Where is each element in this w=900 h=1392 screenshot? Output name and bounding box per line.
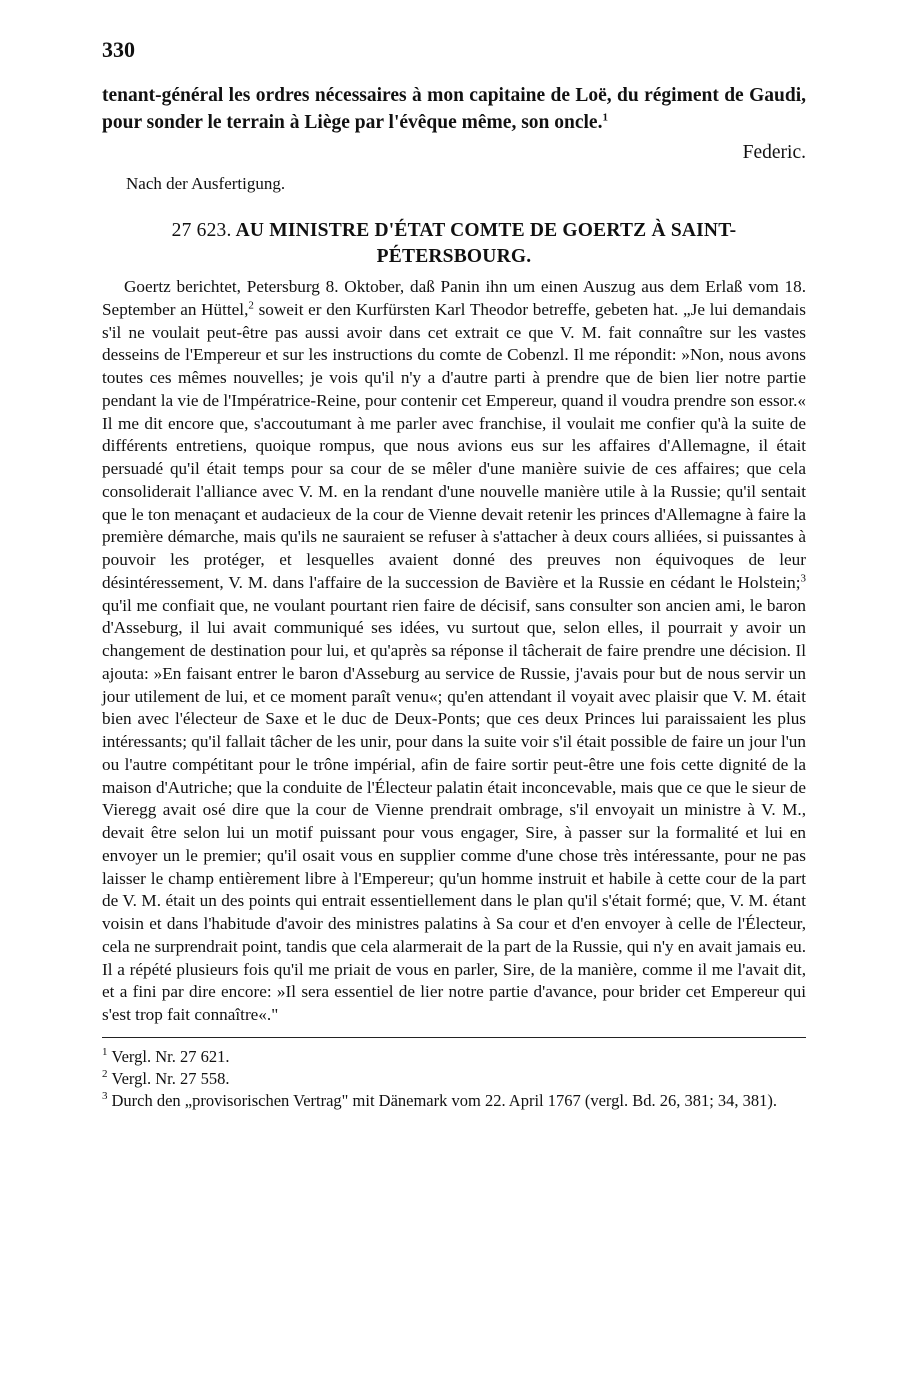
document-page <box>102 36 806 1112</box>
footnote-text: Vergl. Nr. 27 558. <box>111 1068 230 1088</box>
footnote <box>102 1068 806 1090</box>
footnote-ref-2: 2 <box>248 299 254 312</box>
signature: Federic. <box>742 142 806 163</box>
footnote-text: Durch den „provisorischen Vertrag" mit Dänemark vom 22. April 1767 (vergl. Bd. 26, 381; 34, 381). <box>111 1090 778 1110</box>
footnote-divider <box>102 1037 806 1038</box>
footnote-marker: 2 <box>102 1068 108 1081</box>
document-heading <box>102 218 806 270</box>
page-number: 330 <box>102 37 135 62</box>
continuation-text: tenant-général les ordres nécessaires à mon capitaine de Loë, du régiment de Gaudi, pour sonder le terrain à Liège par l'évêque même, son oncle. <box>102 85 806 133</box>
footnote <box>102 1090 806 1112</box>
document-body <box>102 276 806 1027</box>
body-part-2: soweit er den Kurfürsten Karl Theodor betreffe, gebeten hat. „Je lui demandais s'il ne voulait peut-être pas aussi avoir dans cet extrait ce que V. M. fait connaître sur les vastes desseins de l'Empereur et sur les instructions du comte de Cobenzl. Il me répondit: »Non, nous avons toutes ces mêmes nouvelles; je vois qu'il n'y a d'autre parti à prendre que de bien lier notre partie pendant la vie de l'Impératrice-Reine, pour contenir cet Empereur, quand il voudra prendre son essor.« Il me dit encore que, s'accoutumant à me parler avec franchise, il voulait me confier qu'à la suite de différents entretiens, quoique rompus, que nous avions eus sur les affaires d'Allemagne, il était persuadé qu'il était temps pour sa cour de se mêler d'une manière suivie de ces affaires; que cela consoliderait l'alliance avec V. M. en la rendant d'une nouvelle manière utile à la Russie; qu'il sentait que le ton menaçant et audacieux de la cour de Vienne devait retenir les princes d'Allemagne à faire la première démarche, mais qu'ils ne sauraient se refuser à s'attacher à deux cours alliées, si puissantes à pouvoir les protéger, et lesquelles avaient donné des preuves non équivoques de leur désintéressement, V. M. dans l'affaire de la succession de Bavière et la Russie en cédant le Holstein; <box>102 299 806 592</box>
continuation-paragraph <box>102 82 806 136</box>
footnote <box>102 1046 806 1068</box>
footnote-ref-1: 1 <box>602 111 608 124</box>
footnotes-list <box>102 1046 806 1112</box>
footnote-text: Vergl. Nr. 27 621. <box>111 1046 230 1066</box>
footnote-marker: 3 <box>102 1090 108 1103</box>
source-note: Nach der Ausfertigung. <box>126 174 286 193</box>
footnote-ref-3: 3 <box>800 572 806 585</box>
document-title: AU MINISTRE D'ÉTAT COMTE DE GOERTZ À SAINT-PÉTERSBOURG. <box>235 220 737 267</box>
body-part-3: qu'il me confiait que, ne voulant pourtant rien faire de décisif, sans consulter son ancien ami, le baron d'Asseburg, il lui avait communiqué ses idées, vu surtout que, selon elles, il pourrait y avoir un changement de destination pour lui, et qu'après sa réponse il tâcherait de faire prendre une décision. Il ajouta: »En faisant entrer le baron d'Asseburg au service de Russie, j'avais pour but de nous servir un jour utilement de lui, et ce moment paraît venu«; qu'en attendant il voyait avec plaisir que V. M. était bien avec l'électeur de Saxe et le duc de Deux-Ponts; que ces deux Princes lui paraissaient les plus intéressants; qu'il fallait tâcher de les unir, pour dans la suite voir s'il était possible de faire un jour l'un ou l'autre compétitant pour le trône impérial, afin de faire sortir peut-être une fois cette dignité de la maison d'Autriche; que la conduite de l'Électeur palatin était inconcevable, mais que ce que le sieur de Vieregg avait osé dire que la cour de Vienne prendrait ombrage, s'il envoyait un ministre à V. M., devait être selon lui un motif puissant pour vous engager, Sire, à passer sur la formalité et lui en envoyer un le premier; qu'il osait vous en supplier comme d'une chose très intéressante, pour ne pas laisser le champ entièrement libre à l'Empereur; qu'un homme instruit et habile à cette cour de la part de V. M. était un des points qui entrait essentiellement dans le plan qu'il s'était formé; que, V. M. étant voisin et dans l'habitude d'avoir des ministres palatins à Sa cour et d'en envoyer à celle de l'Électeur, cela ne surprendrait point, tandis que cela alarmerait de la part de la Russie, qui n'y en avait jamais eu. Il a répété plusieurs fois qu'il me priait de vous en parler, Sire, de la manière, comme il me l'avait dit, et a fini par dire encore: »Il sera essentiel de lier notre partie d'avance, pour brider cet Empereur qui s'est trop fait connaître«." <box>102 595 806 1024</box>
document-number: 27 623. <box>171 220 232 241</box>
body-part-1: Goertz berichtet, Petersburg 8. Oktober, daß Panin ihn um einen Auszug aus dem Erlaß vom 18. September an Hüttel, <box>102 277 806 319</box>
footnote-marker: 1 <box>102 1046 108 1059</box>
